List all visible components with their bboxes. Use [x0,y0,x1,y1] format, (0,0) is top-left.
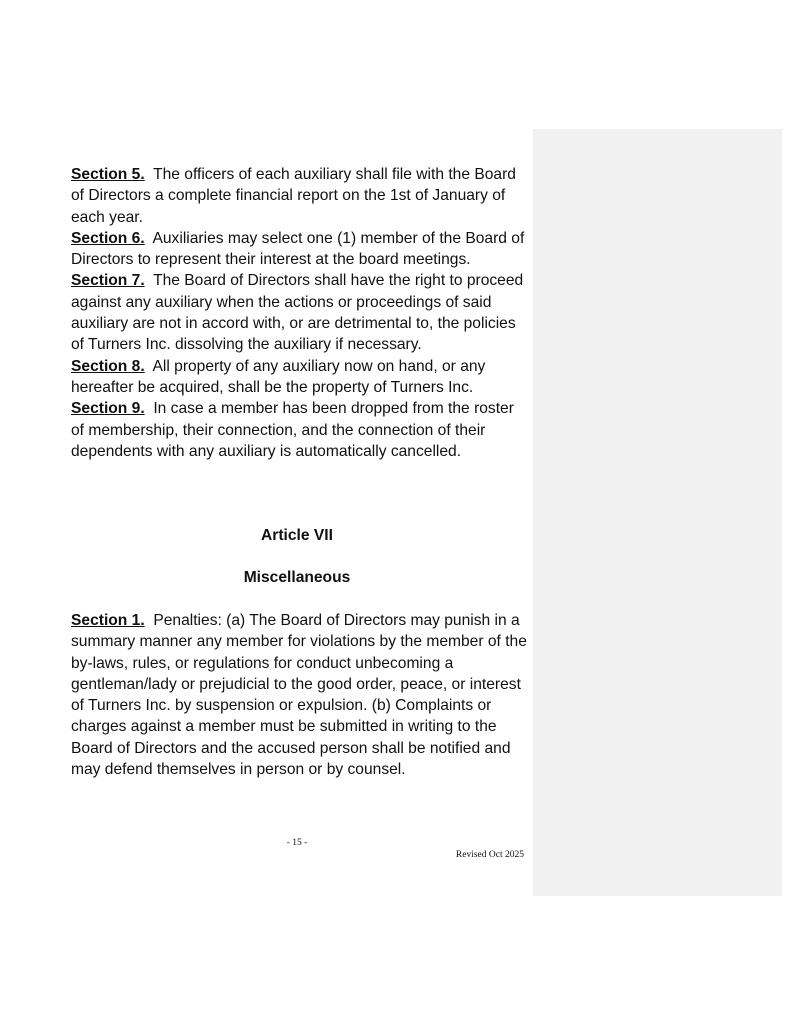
section-text: The Board of Directors shall have the right to proceed against any auxiliary when the actions or proceedings of said auxiliary are not in accord with, or are detrimental to, the policies of Turners Inc. dissolving the auxiliary if necessary. [71,272,524,354]
section-label: Section 6. [71,229,145,247]
article-vi-sections [71,164,527,462]
section-text: Auxiliaries may select one (1) member of the Board of Directors to represent their interest at the board meetings. [71,229,525,269]
page-number: - 15 - [286,838,308,848]
section-text: All property of any auxiliary now on hand, or any hereafter be acquired, shall be the property of Turners Inc. [71,357,486,396]
article-subheading: Miscellaneous [243,569,351,586]
section-paragraph [71,398,527,462]
section-label: Section 5. [71,166,145,183]
revision-note: Revised Oct 2025 [455,850,524,860]
section-paragraph [71,164,527,228]
section-label: Section 9. [71,400,145,418]
section-label: Section 7. [71,272,145,290]
comment-margin-pane [533,129,782,896]
article-vii-sections [71,610,527,780]
article-heading: Article VII [261,527,333,544]
section-paragraph [71,228,527,271]
section-label: Section 8. [71,357,145,375]
section-paragraph [71,610,527,780]
section-label: Section 1. [71,612,145,629]
section-text: In case a member has been dropped from the roster of membership, their connection, and the connection of their dependents with any auxiliary is automatically cancelled. [71,400,514,460]
section-text: The officers of each auxiliary shall file with the Board of Directors a complete financial report on the 1st of January of each year. [71,166,516,226]
section-paragraph [71,356,527,399]
section-paragraph [71,270,527,355]
section-text: Penalties: (a) The Board of Directors may punish in a summary manner any member for violations by the member of the by-laws, rules, or regulations for conduct unbecoming a gentleman/lady or prejudicial to the good order, peace, or interest of Turners Inc. by suspension or expulsion. (b) Complaints or charges against a member must be submitted in writing to the Board of Directors and the accused person shall be notified and may defend themselves in person or by counsel. [71,612,527,779]
